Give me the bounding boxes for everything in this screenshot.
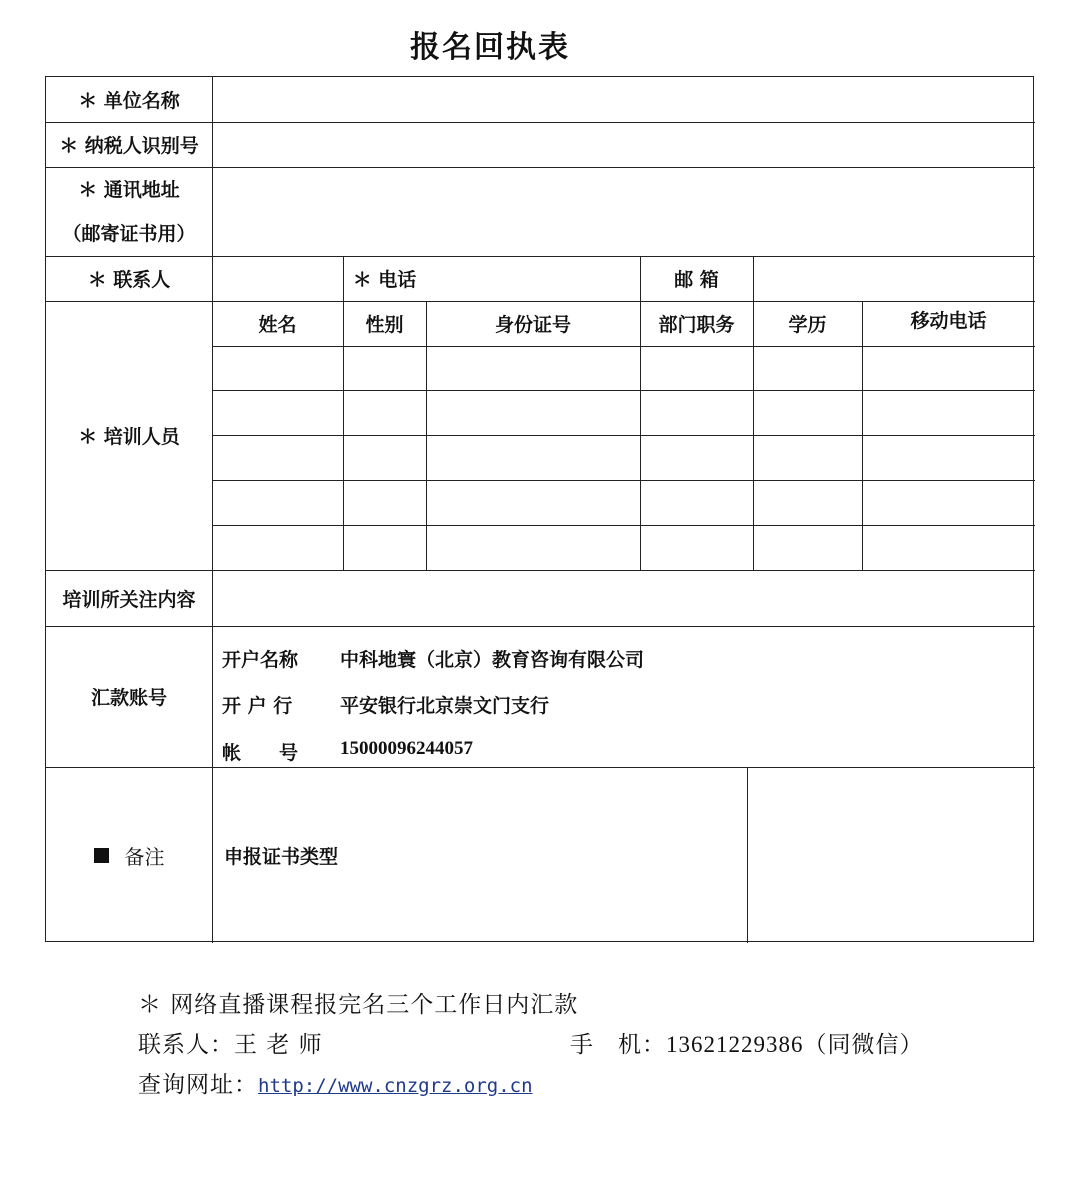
trainee-department-position-cell[interactable] — [641, 436, 753, 480]
trainee-gender-cell[interactable] — [344, 346, 426, 390]
trainee-mobile-cell[interactable] — [863, 436, 1035, 480]
trainee-gender-cell[interactable] — [344, 391, 426, 435]
trainee-department-position-cell[interactable] — [641, 526, 753, 570]
trainee-name-cell[interactable] — [213, 436, 343, 480]
account-bank-row — [222, 691, 549, 718]
account-number-value: 15000096244057 — [340, 738, 473, 759]
account-number-row — [222, 738, 473, 765]
trainee-id-number-cell[interactable] — [427, 436, 640, 480]
email-field[interactable] — [754, 256, 1035, 301]
filled-square-icon — [94, 848, 109, 863]
trainee-id-number-cell[interactable] — [427, 346, 640, 390]
address-label-line2: （邮寄证书用） — [62, 222, 196, 245]
trainee-department-position-cell[interactable] — [641, 346, 753, 390]
footer-query-label: 查询网址： — [138, 1072, 258, 1098]
footer-contact-row — [138, 1026, 958, 1059]
trainee-education-cell[interactable] — [754, 436, 862, 480]
account-bank-label: 开 户 行 — [222, 695, 293, 717]
tax-id-field[interactable] — [213, 122, 1035, 167]
trainee-gender-cell[interactable] — [344, 436, 426, 480]
trainee-mobile-cell[interactable] — [863, 346, 1035, 390]
header-name: 姓名 — [258, 314, 297, 336]
trainee-name-cell[interactable] — [213, 391, 343, 435]
cert-type-label: 申报证书类型 — [224, 845, 339, 868]
trainee-mobile-cell[interactable] — [863, 391, 1035, 435]
registration-form — [45, 76, 1034, 942]
cert-type-field[interactable] — [748, 767, 1035, 943]
header-id-number: 身份证号 — [494, 314, 571, 336]
website-link[interactable]: http://www.cnzgrz.org.cn — [258, 1075, 533, 1097]
address-field[interactable] — [213, 167, 1035, 256]
trainee-name-cell[interactable] — [213, 346, 343, 390]
trainees-label: ＊ 培训人员 — [78, 426, 180, 448]
trainee-department-position-cell[interactable] — [641, 481, 753, 525]
unit-name-label: ＊ 单位名称 — [78, 90, 180, 112]
footer-query-row — [138, 1066, 533, 1099]
email-label: 邮 箱 — [674, 269, 719, 291]
trainee-gender-cell[interactable] — [344, 526, 426, 570]
header-mobile: 移动电话 — [910, 310, 987, 332]
footer-mobile-label: 手 机： — [570, 1032, 666, 1058]
trainee-id-number-cell[interactable] — [427, 526, 640, 570]
contact-field[interactable] — [213, 256, 343, 301]
trainee-education-cell[interactable] — [754, 391, 862, 435]
focus-field[interactable] — [213, 570, 1035, 626]
trainee-id-number-cell[interactable] — [427, 481, 640, 525]
contact-label: ＊ 联系人 — [87, 269, 171, 291]
trainee-education-cell[interactable] — [754, 526, 862, 570]
trainee-name-cell[interactable] — [213, 481, 343, 525]
phone-label: ＊ 电话 — [352, 269, 417, 291]
account-bank-value: 平安银行北京崇文门支行 — [340, 695, 550, 717]
trainee-name-cell[interactable] — [213, 526, 343, 570]
account-number-label: 帐 号 — [222, 742, 299, 764]
account-name-row — [222, 645, 644, 672]
account-name-value: 中科地寰（北京）教育咨询有限公司 — [340, 649, 645, 671]
trainee-id-number-cell[interactable] — [427, 391, 640, 435]
form-title: 报名回执表 — [410, 30, 570, 65]
remit-label: 汇款账号 — [90, 687, 167, 709]
unit-name-field[interactable] — [213, 77, 1035, 122]
address-label — [46, 167, 212, 256]
header-education: 学历 — [788, 314, 827, 336]
header-department-position: 部门职务 — [658, 314, 735, 336]
footer-contact: 联系人：王 老 师 — [138, 1032, 323, 1058]
trainee-mobile-cell[interactable] — [863, 526, 1035, 570]
trainee-gender-cell[interactable] — [344, 481, 426, 525]
remarks-label — [46, 767, 212, 943]
account-name-label: 开户名称 — [222, 649, 299, 671]
focus-label: 培训所关注内容 — [62, 588, 196, 611]
address-label-line1: ＊ 通讯地址 — [78, 178, 180, 201]
trainee-mobile-cell[interactable] — [863, 481, 1035, 525]
trainee-department-position-cell[interactable] — [641, 391, 753, 435]
trainee-education-cell[interactable] — [754, 346, 862, 390]
phone-field[interactable] — [427, 256, 640, 301]
footer-note: ＊ 网络直播课程报完名三个工作日内汇款 — [138, 992, 579, 1018]
trainee-education-cell[interactable] — [754, 481, 862, 525]
footer-mobile-value: 13621229386（同微信） — [666, 1032, 924, 1057]
remarks-text: 备注 — [124, 844, 165, 869]
tax-id-label: ＊ 纳税人识别号 — [59, 135, 199, 157]
header-gender: 性别 — [365, 314, 404, 336]
